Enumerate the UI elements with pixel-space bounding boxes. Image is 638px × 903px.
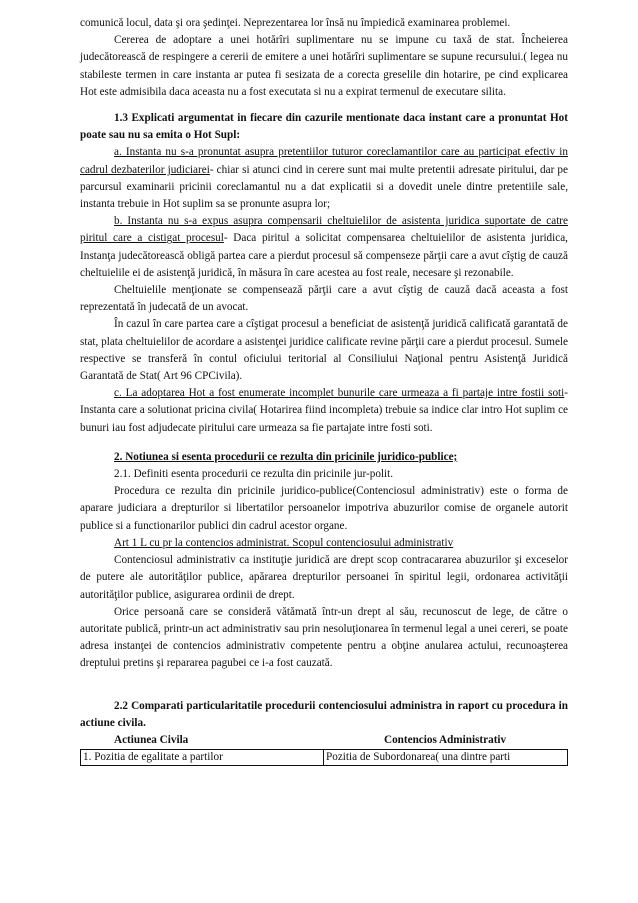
paragraph-p1: comunică locul, data şi ora şedinţei. Neprezentarea lor însă nu împiedică examinarea problemei.: [80, 17, 511, 29]
article-1-heading: Art 1 L cu pr la contencios administrat. Scopul contenciosului administrativ: [114, 536, 454, 549]
document-page: [80, 15, 568, 766]
item-c-heading: c. La adoptarea Hot a fost enumerate incomplet bunurile care urmeaza a fi partaje intre fostii soti: [114, 387, 565, 400]
item-b: [80, 213, 568, 282]
article-1-line: [80, 535, 568, 552]
question-1-3-title: 1.3 Explicati argumentat in fiecare din cazurile mentionate daca instant care a pronuntat Hot poate sau nu sa emita o Hot Supl:: [80, 112, 568, 142]
item-b-heading: b. Instanta nu s-a expus asupra compensarii cheltuielilor de asistenta juridica suportate de catre piritul care a cistigat procesul: [80, 215, 568, 245]
item-c: [80, 385, 568, 437]
article-1-body: Contenciosul administrativ ca instituţie juridică are drept scop contracararea abuzurilor şi exceselor de putere ale autorităţilor publice, apărarea drepturilor persoanei în spiritul legii, ordonarea activităţii autorităţilor publice, asigurarea ordinii de drept.: [80, 554, 568, 601]
paragraph-p2: Cererea de adoptare a unei hotărîri suplimentare nu se impune cu taxă de stat. Încheierea judecătorească de respingere a cererii de emitere a unei hotărîri suplimentare se supune recursului.( legea nu stabileste termen in care instanta ar putea fi sesizata de a corecta greselile din hotarire, pe cind explicarea Hot este admisibila daca aceasta nu a fost executata si nu a expirat termenul de executare silita.: [80, 34, 568, 98]
article-1-paragraph-2: Orice persoană care se consideră vătămată într-un drept al său, recunoscut de lege, de către o autoritate publică, printr-un act administrativ sau prin nesoluţionarea în termenul legal a unei cereri, se poate adresa instanţei de contencios administrativ competente pentru a obţine anularea actului, recunoaşterea dreptului pretins şi repararea pagubei ce i-a fost cauzată.: [80, 605, 568, 670]
table-cell-right: Pozitia de Subordonarea( una dintre parti: [324, 750, 568, 766]
item-a-body: - chiar si atunci cind in cerere sunt mai multe pretentii adresate piritului, dar pe parcursul examinarii pricinii coreclamantul nu a dat explicatii si a dovedit unele dintre pretentiile sale, instanta trebuie in Hot suplim sa se pronunte asupra lor;: [80, 163, 568, 211]
table-header-left: Actiunea Civila: [114, 733, 189, 746]
table-row: [81, 750, 568, 766]
item-a: [80, 144, 568, 213]
item-b-body: - Daca piritul a solicitat compensarea cheltuielilor de asistenta juridica, Instanţa judecătorească obligă partea care a pierdut procesul să compenseze părţii care a avut cîştig de cauză cheltuielile ei de asistenţă juridică, în măsura în care acestea au fost reale, necesare şi rezonabile.: [80, 232, 568, 279]
section-2-1-body: Procedura ce rezulta din pricinile juridico-publice(Contenciosul administrativ) este o forma de aparare judiciara a drepturilor si libertatilor persoanelor impotriva abuzurilor comise de organele autorit publice si a functionarilor publici din cadrul acestor organe.: [80, 485, 568, 532]
section-2-2-title: 2.2 Comparati particularitatile procedurii contenciosului administra in raport cu procedura in actiune civila.: [80, 699, 568, 729]
section-2-title: 2. Notiunea si esenta procedurii ce rezulta din pricinile juridico-publice;: [114, 450, 458, 463]
item-c-body: - Instanta care a solutionat pricina civila( Hotarirea fiind incompleta) trebuie sa indice clar intro Hot suplim ce bunuri iau fost adjudecate piritului care urmeaza sa fie partajate intre fosti soti.: [80, 387, 568, 434]
item-b-paragraph-2: Cheltuielile menţionate se compensează părţii care a avut cîştig de cauză dacă aceasta a fost reprezentată în judecată de un avocat.: [80, 284, 568, 314]
table-header: [80, 732, 568, 749]
item-b-paragraph-3: În cazul în care partea care a cîştigat procesul a beneficiat de asistenţă juridică calificată garantată de stat, plata cheltuielilor de acordare a asistenţei juridice calificate revine părţii care a pierdut procesul. Sumele respective se transferă în contul oficiului teritorial al Consiliului Naţional pentru Asistenţă Juridică Garantată de Stat( Art 96 CPCivila).: [80, 318, 568, 383]
table-cell-left: 1. Pozitia de egalitate a partilor: [81, 750, 324, 766]
table-header-right: Contencios Administrativ: [384, 733, 507, 746]
section-2-1-title: 2.1. Definiti esenta procedurii ce rezulta din pricinile jur-polit.: [114, 468, 394, 481]
item-a-heading: a. Instanta nu s-a pronuntat asupra pretentiilor tuturor coreclamantilor care au participat efectiv in cadrul dezbaterilor judiciarei: [80, 146, 568, 176]
comparison-table: [80, 749, 568, 766]
